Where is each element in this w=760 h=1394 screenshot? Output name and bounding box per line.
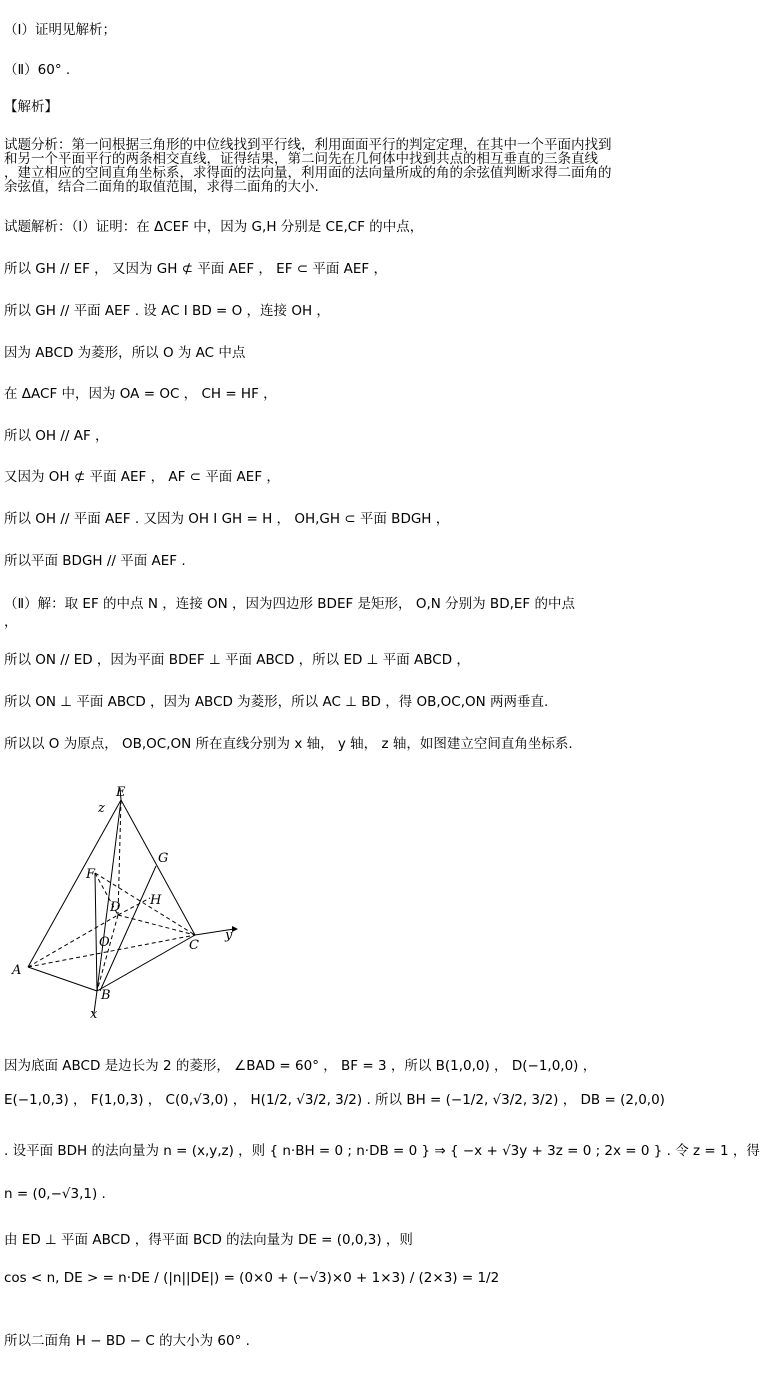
analysis-line-1: 试题分析：第一问根据三角形的中位线找到平行线，利用面面平行的判定定理，在其中一个平面内找到 [4, 137, 612, 153]
solution-line-7: 又因为 OH ⊄ 平面 AEF ， AF ⊂ 平面 AEF ， [4, 469, 280, 485]
solution-line-6: 所以 OH // AF ， [4, 428, 109, 444]
part2-line-3: 所以 ON ⊥ 平面 ABCD ，因为 ABCD 为菱形，所以 AC ⊥ BD ，得 OB,OC,ON 两两垂直. [4, 694, 549, 710]
label-F: F [86, 867, 96, 882]
section-header: 【解析】 [4, 99, 58, 115]
analysis-line-4: 余弦值，结合二面角的取值范围，求得二面角的大小. [4, 179, 319, 195]
answer-2: （Ⅱ）60° . [4, 62, 71, 78]
conclusion-line: 所以二面角 H − BD − C 的大小为 60° . [4, 1333, 250, 1349]
coords-line-2: E(−1,0,3) ， F(1,0,3) ， C(0,√3,0) ， H(1/2, √3/2, 3/2) . 所以 BH = (−1/2, √3/2, 3/2) ， DB = (2,0,0) [4, 1092, 665, 1108]
label-y: y [225, 928, 233, 943]
cos-line-1: 由 ED ⊥ 平面 ABCD ，得平面 BCD 的法向量为 DE = (0,0,3) ，则 [4, 1232, 413, 1248]
label-H: H [150, 893, 162, 908]
label-z: z [98, 801, 105, 816]
solution-line-4: 因为 ABCD 为菱形，所以 O 为 AC 中点 [4, 345, 246, 361]
answer-1: （Ⅰ）证明见解析； [4, 22, 116, 38]
label-O: O [99, 935, 110, 950]
label-C: C [189, 938, 199, 953]
part2-line-1b: ， [4, 614, 18, 630]
solution-line-3: 所以 GH // 平面 AEF . 设 AC I BD = O ，连接 OH ， [4, 303, 330, 319]
solution-line-1: 试题解析：（Ⅰ）证明：在 ΔCEF 中，因为 G,H 分别是 CE,CF 的中点， [4, 219, 424, 235]
analysis-line-2: 和另一个平面平行的两条相交直线，证得结果，第二问先在几何体中找到共点的相互垂直的三条直线 [4, 151, 598, 167]
analysis-line-3: ，建立相应的空间直角坐标系，求得面的法向量，利用面的法向量所成的角的余弦值判断求得二面角的 [4, 165, 612, 181]
solution-line-8: 所以 OH // 平面 AEF . 又因为 OH I GH = H ， OH,GH ⊂ 平面 BDGH ， [4, 511, 450, 527]
part2-line-4: 所以以 O 为原点， OB,OC,ON 所在直线分别为 x 轴， y 轴， z 轴，如图建立空间直角坐标系. [4, 736, 573, 752]
label-A: A [12, 963, 22, 978]
normal-line-1: . 设平面 BDH 的法向量为 n = (x,y,z) ，则 { n·BH = 0 ; n·DB = 0 } ⇒ { −x + √3y + 3z = 0 ; 2x = 0 } . 令 z = 1 ，得 [4, 1143, 760, 1159]
normal-line-2: n = (0,−√3,1) . [4, 1186, 106, 1202]
solution-line-2: 所以 GH // EF ， 又因为 GH ⊄ 平面 AEF ， EF ⊂ 平面 AEF ， [4, 261, 387, 277]
label-x: x [90, 1007, 98, 1022]
solution-line-5: 在 ΔACF 中，因为 OA = OC ， CH = HF ， [4, 386, 277, 402]
geometry-figure [0, 780, 240, 1020]
solution-line-9: 所以平面 BDGH // 平面 AEF . [4, 553, 186, 569]
part2-line-2: 所以 ON // ED ，因为平面 BDEF ⊥ 平面 ABCD ，所以 ED ⊥ 平面 ABCD ， [4, 652, 470, 668]
label-D: D [110, 900, 121, 915]
coords-line-1: 因为底面 ABCD 是边长为 2 的菱形， ∠BAD = 60° ， BF = 3 ，所以 B(1,0,0) ， D(−1,0,0) ， [4, 1058, 597, 1074]
cos-line-2: cos < n, DE > = n·DE / (|n||DE|) = (0×0 + (−√3)×0 + 1×3) / (2×3) = 1/2 [4, 1270, 500, 1286]
label-G: G [158, 851, 169, 866]
label-B: B [101, 988, 111, 1003]
part2-line-1: （Ⅱ）解：取 EF 的中点 N ，连接 ON ，因为四边形 BDEF 是矩形， O,N 分别为 BD,EF 的中点 [4, 596, 575, 612]
label-E: E [116, 785, 126, 800]
